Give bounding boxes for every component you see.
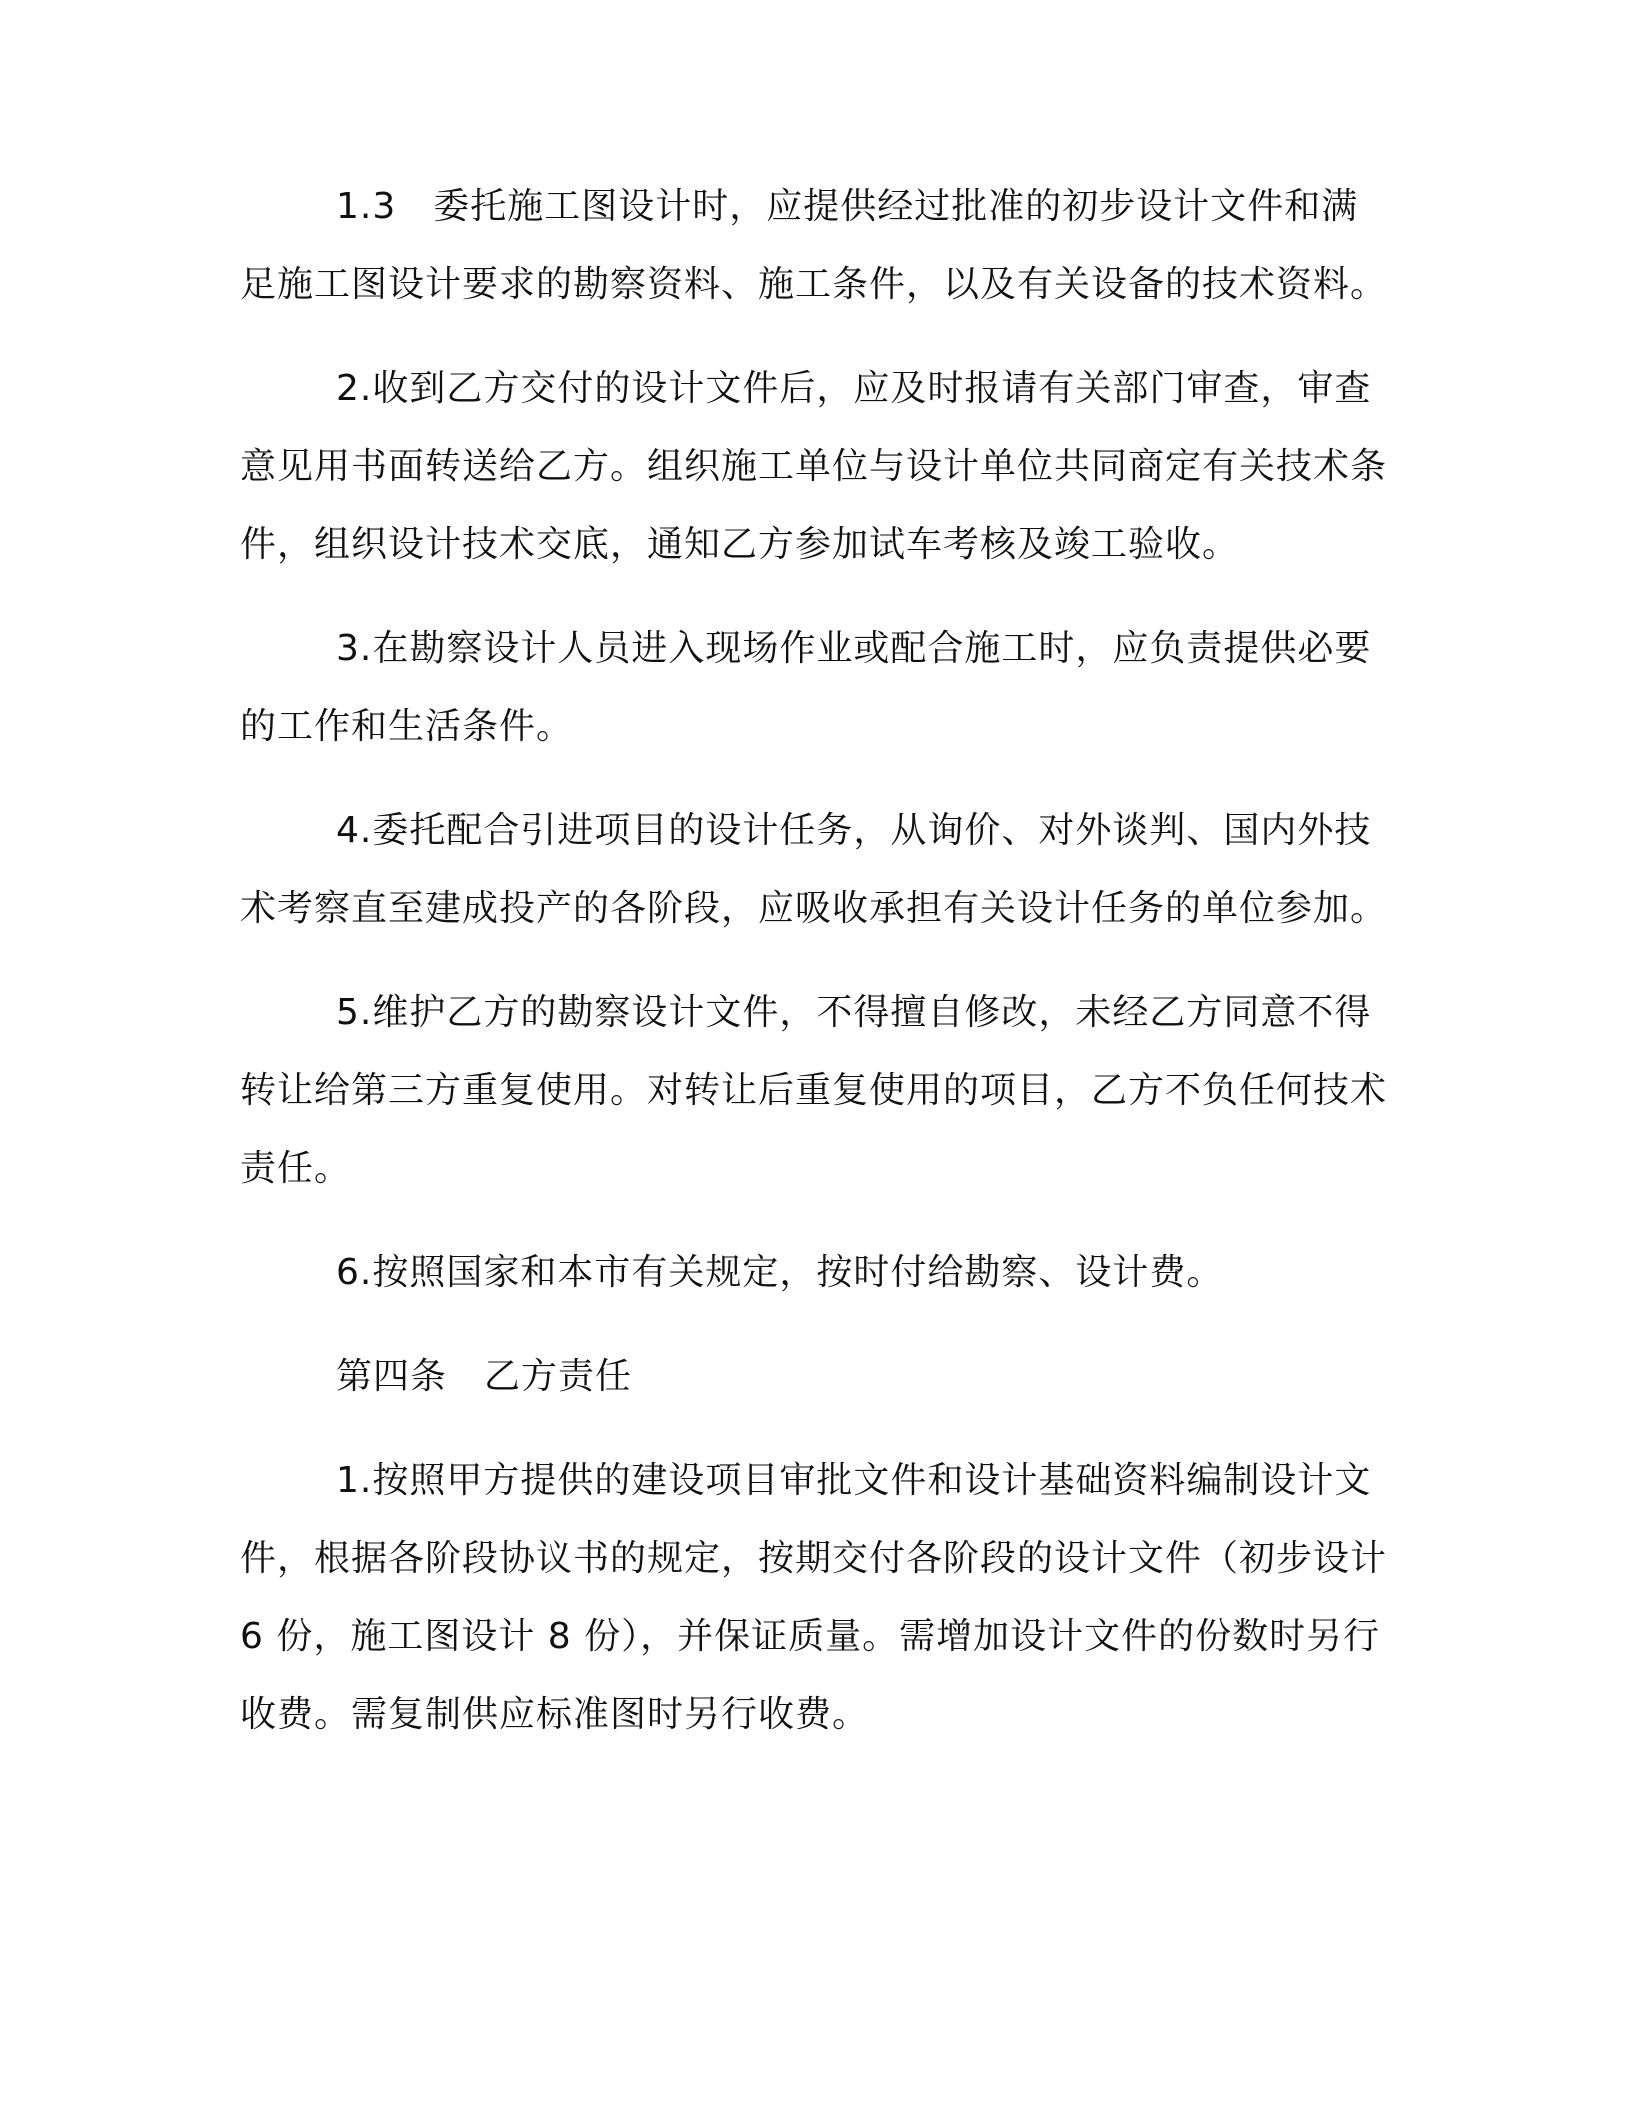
paragraph-6: 6.按照国家和本市有关规定，按时付给勘察、设计费。	[336, 1252, 1224, 1293]
paragraph-5: 5.维护乙方的勘察设计文件，不得擅自修改，未经乙方同意不得转让给第三方重复使用。对转让后重复使用的项目，乙方不负任何技术责任。	[240, 992, 1388, 1189]
section-heading-article-4: 第四条 乙方责任	[336, 1356, 633, 1397]
paragraph-2: 2.收到乙方交付的设计文件后，应及时报请有关部门审查，审查意见用书面转送给乙方。组织施工单位与设计单位共同商定有关技术条件，组织设计技术交底，通知乙方参加试车考核及竣工验收。	[240, 368, 1388, 565]
paragraph-4: 4.委托配合引进项目的设计任务，从询价、对外谈判、国内外技术考察直至建成投产的各阶段，应吸收承担有关设计任务的单位参加。	[240, 810, 1388, 929]
document-body	[240, 168, 1390, 1780]
paragraph-1-3: 1.3 委托施工图设计时，应提供经过批准的初步设计文件和满足施工图设计要求的勘察资料、施工条件，以及有关设备的技术资料。	[240, 186, 1388, 305]
paragraph-article-4-1: 1.按照甲方提供的建设项目审批文件和设计基础资料编制设计文件，根据各阶段协议书的规定，按期交付各阶段的设计文件（初步设计 6 份，施工图设计 8 份），并保证质量。需增加设计文件的份数时另行收费。需复制供应标准图时另行收费。	[240, 1460, 1388, 1735]
paragraph-3: 3.在勘察设计人员进入现场作业或配合施工时，应负责提供必要的工作和生活条件。	[240, 628, 1372, 747]
